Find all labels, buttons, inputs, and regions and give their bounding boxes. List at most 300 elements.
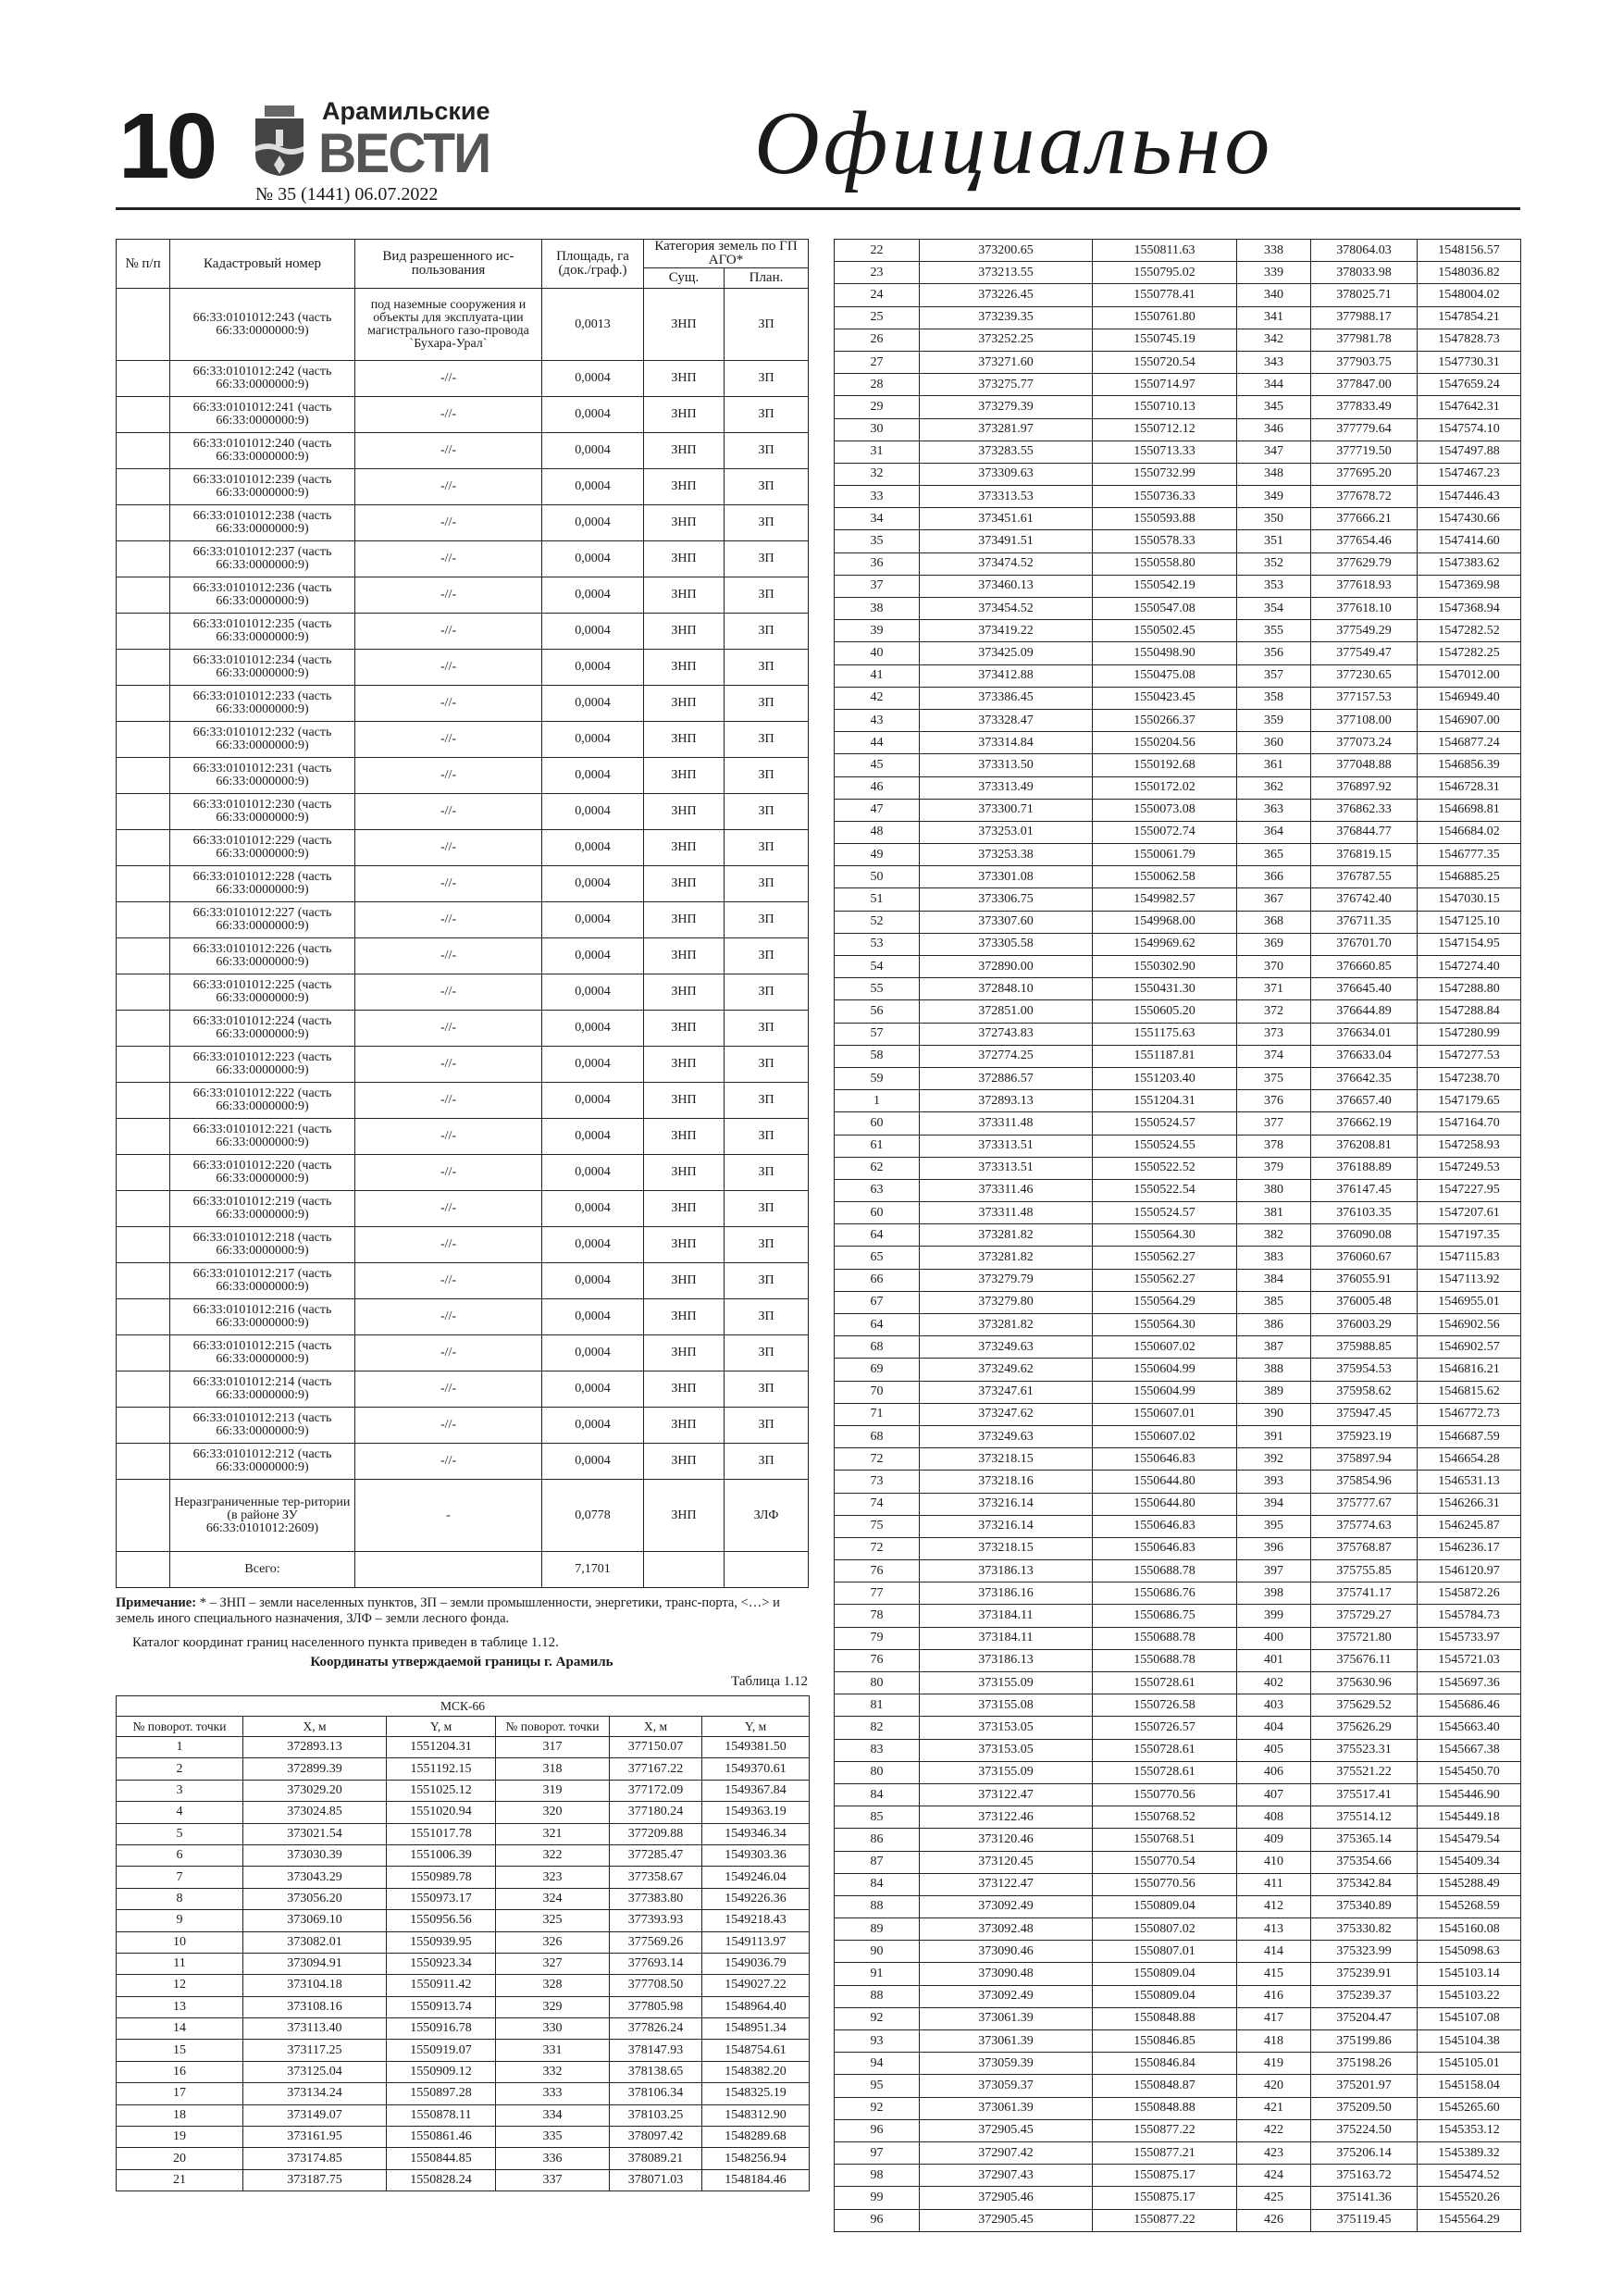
point-number: 340 (1237, 284, 1311, 306)
cadastral-number: 66:33:0101012:239 (часть 66:33:0000000:9) (170, 469, 355, 505)
y-coord: 1550923.34 (387, 1953, 496, 1974)
x-coord: 375201.97 (1311, 2075, 1418, 2097)
usage-type: -//- (355, 758, 542, 794)
x-coord: 378138.65 (610, 2061, 702, 2082)
point-number: 65 (835, 1247, 920, 1269)
x-coord: 375354.66 (1311, 1851, 1418, 1873)
x-coord: 373153.05 (920, 1717, 1093, 1739)
point-number: 360 (1237, 732, 1311, 754)
point-number: 341 (1237, 306, 1311, 329)
y-coord: 1550861.46 (387, 2127, 496, 2148)
table-row (117, 361, 809, 397)
area: 0,0004 (542, 1335, 644, 1371)
row-number (117, 722, 170, 758)
y-coord: 1545265.60 (1418, 2097, 1521, 2119)
x-coord: 377695.20 (1311, 463, 1418, 485)
point-number: 40 (835, 642, 920, 664)
issue-info: № 35 (1441) 06.07.2022 (255, 184, 439, 205)
y-coord: 1551192.15 (387, 1758, 496, 1780)
x-coord: 373281.97 (920, 418, 1093, 441)
y-coord: 1547383.62 (1418, 552, 1521, 575)
area: 0,0004 (542, 686, 644, 722)
y-coord: 1550770.54 (1093, 1851, 1237, 1873)
table-row (835, 1112, 1521, 1135)
table-row (835, 2141, 1521, 2164)
y-coord: 1546687.59 (1418, 1425, 1521, 1447)
x-coord: 373216.14 (920, 1493, 1093, 1515)
y-coord: 1550875.17 (1093, 2187, 1237, 2209)
cadastral-number: 66:33:0101012:238 (часть 66:33:0000000:9) (170, 505, 355, 541)
y-coord: 1545520.26 (1418, 2187, 1521, 2209)
x-coord: 377981.78 (1311, 329, 1418, 351)
y-coord: 1550809.04 (1093, 1895, 1237, 1917)
table-row (117, 1335, 809, 1371)
land-table (116, 239, 809, 1588)
area: 0,0004 (542, 758, 644, 794)
x-coord: 373059.37 (920, 2075, 1093, 2097)
y-coord: 1550604.99 (1093, 1359, 1237, 1381)
point-number: 88 (835, 1985, 920, 2007)
point-number: 68 (835, 1425, 920, 1447)
point-number: 62 (835, 1157, 920, 1179)
x-coord: 377073.24 (1311, 732, 1418, 754)
point-number: 352 (1237, 552, 1311, 575)
table-row (835, 1694, 1521, 1717)
point-number: 329 (496, 1996, 610, 2017)
area: 0,0004 (542, 866, 644, 902)
y-coord: 1546698.81 (1418, 799, 1521, 821)
area: 0,0004 (542, 541, 644, 577)
table-row (117, 1758, 810, 1780)
category-existing: ЗНП (644, 469, 725, 505)
point-number: 79 (835, 1627, 920, 1649)
table-row (835, 1291, 1521, 1313)
point-number: 43 (835, 709, 920, 731)
table-row (117, 1888, 810, 1909)
y-coord: 1547280.99 (1418, 1023, 1521, 1045)
point-number: 318 (496, 1758, 610, 1780)
x-coord: 375163.72 (1311, 2165, 1418, 2187)
x-coord: 372890.00 (920, 956, 1093, 978)
point-number: 46 (835, 776, 920, 799)
point-number: 343 (1237, 351, 1311, 373)
x-coord: 378103.25 (610, 2104, 702, 2126)
category-planned: ЗП (725, 650, 809, 686)
table-row (117, 1737, 810, 1758)
y-coord: 1550848.88 (1093, 2007, 1237, 2029)
x-coord: 376897.92 (1311, 776, 1418, 799)
x-coord: 373252.25 (920, 329, 1093, 351)
row-number (117, 1155, 170, 1191)
point-number: 84 (835, 1873, 920, 1895)
point-number: 402 (1237, 1672, 1311, 1694)
point-number: 80 (835, 1761, 920, 1783)
point-number: 53 (835, 933, 920, 955)
point-number: 416 (1237, 1985, 1311, 2007)
y-coord: 1550062.58 (1093, 866, 1237, 888)
category-planned: ЗП (725, 1408, 809, 1444)
table-row (835, 664, 1521, 687)
y-coord: 1550562.27 (1093, 1247, 1237, 1269)
y-coord: 1547154.95 (1418, 933, 1521, 955)
table-row (117, 866, 809, 902)
x-coord: 373030.39 (243, 1844, 387, 1866)
y-coord: 1545784.73 (1418, 1605, 1521, 1627)
usage-type: -//- (355, 1408, 542, 1444)
point-number: 386 (1237, 1314, 1311, 1336)
y-coord: 1547277.53 (1418, 1045, 1521, 1067)
coords-header: X, м (610, 1717, 702, 1737)
usage-type: -//- (355, 1371, 542, 1408)
y-coord: 1547642.31 (1418, 396, 1521, 418)
y-coord: 1550911.42 (387, 1975, 496, 1996)
area: 0,0013 (542, 289, 644, 361)
y-coord: 1545663.40 (1418, 1717, 1521, 1739)
y-coord: 1546885.25 (1418, 866, 1521, 888)
usage-type: -//- (355, 1083, 542, 1119)
x-coord: 373283.55 (920, 441, 1093, 463)
category-planned: ЗП (725, 1119, 809, 1155)
usage-type: -//- (355, 722, 542, 758)
table-row (835, 687, 1521, 709)
point-number: 54 (835, 956, 920, 978)
y-coord: 1547828.73 (1418, 329, 1521, 351)
y-coord: 1546245.87 (1418, 1515, 1521, 1537)
table-row (835, 1963, 1521, 1985)
y-coord: 1550524.57 (1093, 1112, 1237, 1135)
point-number: 64 (835, 1314, 920, 1336)
point-number: 87 (835, 1851, 920, 1873)
point-number: 354 (1237, 598, 1311, 620)
point-number: 326 (496, 1931, 610, 1953)
area: 0,0004 (542, 1155, 644, 1191)
table-row (117, 2169, 810, 2191)
y-coord: 1549246.04 (702, 1867, 810, 1888)
point-number: 409 (1237, 1829, 1311, 1851)
point-number: 420 (1237, 2075, 1311, 2097)
category-existing: ЗНП (644, 541, 725, 577)
category-planned: ЗП (725, 541, 809, 577)
y-coord: 1550172.02 (1093, 776, 1237, 799)
table-row (117, 1408, 809, 1444)
y-coord: 1550736.33 (1093, 486, 1237, 508)
y-coord: 1548951.34 (702, 2018, 810, 2040)
category-existing: ЗНП (644, 577, 725, 614)
table-row (835, 1359, 1521, 1381)
category-planned: ЗП (725, 1299, 809, 1335)
point-number: 75 (835, 1515, 920, 1537)
y-coord: 1547574.10 (1418, 418, 1521, 441)
y-coord: 1550564.29 (1093, 1291, 1237, 1313)
y-coord: 1550726.57 (1093, 1717, 1237, 1739)
row-number (117, 902, 170, 938)
y-coord: 1547258.93 (1418, 1135, 1521, 1157)
point-number: 74 (835, 1493, 920, 1515)
y-coord: 1547030.15 (1418, 888, 1521, 911)
area: 0,0004 (542, 902, 644, 938)
x-coord: 377805.98 (610, 1996, 702, 2017)
y-coord: 1550712.12 (1093, 418, 1237, 441)
y-coord: 1550989.78 (387, 1867, 496, 1888)
area: 0,0004 (542, 938, 644, 974)
usage-type: -//- (355, 1191, 542, 1227)
table-row (835, 1895, 1521, 1917)
point-number: 426 (1237, 2209, 1311, 2231)
point-number: 64 (835, 1224, 920, 1247)
y-coord: 1550913.74 (387, 1996, 496, 2017)
x-coord: 376103.35 (1311, 1202, 1418, 1224)
y-coord: 1547238.70 (1418, 1067, 1521, 1089)
usage-type: -//- (355, 650, 542, 686)
y-coord: 1550877.21 (1093, 2141, 1237, 2164)
table-row (835, 709, 1521, 731)
y-coord: 1550877.22 (1093, 2119, 1237, 2141)
table-row (835, 284, 1521, 306)
category-planned: ЗП (725, 614, 809, 650)
header-area: Площадь, га (док./граф.) (542, 240, 644, 289)
y-coord: 1550607.02 (1093, 1336, 1237, 1359)
y-coord: 1546815.62 (1418, 1381, 1521, 1403)
table-row (835, 1067, 1521, 1089)
x-coord: 372743.83 (920, 1023, 1093, 1045)
y-coord: 1550939.95 (387, 1931, 496, 1953)
y-coord: 1547282.52 (1418, 620, 1521, 642)
table-row (835, 2187, 1521, 2209)
point-number: 390 (1237, 1403, 1311, 1425)
y-coord: 1546949.40 (1418, 687, 1521, 709)
point-number: 56 (835, 1000, 920, 1023)
x-coord: 375768.87 (1311, 1537, 1418, 1559)
point-number: 321 (496, 1823, 610, 1844)
x-coord: 375721.80 (1311, 1627, 1418, 1649)
x-coord: 373313.50 (920, 754, 1093, 776)
y-coord: 1550877.22 (1093, 2209, 1237, 2231)
usage-type: -//- (355, 505, 542, 541)
point-number: 383 (1237, 1247, 1311, 1269)
y-coord: 1550204.56 (1093, 732, 1237, 754)
category-existing: ЗНП (644, 1335, 725, 1371)
x-coord: 373305.58 (920, 933, 1093, 955)
y-coord: 1547164.70 (1418, 1112, 1521, 1135)
cadastral-number: 66:33:0101012:223 (часть 66:33:0000000:9) (170, 1047, 355, 1083)
y-coord: 1547497.88 (1418, 441, 1521, 463)
point-number: 8 (117, 1888, 243, 1909)
table-row (117, 1371, 809, 1408)
y-coord: 1550607.01 (1093, 1403, 1237, 1425)
category-existing: ЗНП (644, 614, 725, 650)
point-number: 391 (1237, 1425, 1311, 1447)
table-row (117, 2083, 810, 2104)
y-coord: 1551006.39 (387, 1844, 496, 1866)
x-coord: 377629.79 (1311, 552, 1418, 575)
row-number (117, 505, 170, 541)
table-row (835, 1605, 1521, 1627)
row-number (117, 614, 170, 650)
x-coord: 373149.07 (243, 2104, 387, 2126)
point-number: 88 (835, 1895, 920, 1917)
y-coord: 1550688.78 (1093, 1649, 1237, 1671)
x-coord: 376657.40 (1311, 1090, 1418, 1112)
point-number: 413 (1237, 1918, 1311, 1941)
x-coord: 376711.35 (1311, 911, 1418, 933)
x-coord: 373247.62 (920, 1403, 1093, 1425)
x-coord: 373024.85 (243, 1802, 387, 1823)
y-coord: 1550728.61 (1093, 1672, 1237, 1694)
y-coord: 1550524.57 (1093, 1202, 1237, 1224)
x-coord: 376742.40 (1311, 888, 1418, 911)
table-row (117, 1802, 810, 1823)
table-row (835, 441, 1521, 463)
x-coord: 376862.33 (1311, 799, 1418, 821)
table-row (835, 262, 1521, 284)
usage-type: -//- (355, 686, 542, 722)
x-coord: 373069.10 (243, 1910, 387, 1931)
row-number (117, 541, 170, 577)
y-coord: 1550073.08 (1093, 799, 1237, 821)
y-coord: 1550728.61 (1093, 1739, 1237, 1761)
x-coord: 377180.24 (610, 1802, 702, 1823)
x-coord: 377549.47 (1311, 642, 1418, 664)
footnote (116, 1595, 810, 1627)
x-coord: 376787.55 (1311, 866, 1418, 888)
y-coord: 1548156.57 (1418, 240, 1521, 262)
y-coord: 1550605.20 (1093, 1000, 1237, 1023)
x-coord: 373311.48 (920, 1112, 1093, 1135)
table-row (117, 2018, 810, 2040)
point-number: 376 (1237, 1090, 1311, 1112)
x-coord: 373253.38 (920, 844, 1093, 866)
point-number: 78 (835, 1605, 920, 1627)
category-planned: ЗП (725, 1155, 809, 1191)
table-row (117, 758, 809, 794)
y-coord: 1550811.63 (1093, 240, 1237, 262)
x-coord: 376060.67 (1311, 1247, 1418, 1269)
table-row (835, 754, 1521, 776)
point-number: 83 (835, 1739, 920, 1761)
cadastral-number: 66:33:0101012:214 (часть 66:33:0000000:9) (170, 1371, 355, 1408)
table-row (835, 2165, 1521, 2187)
usage-type: -//- (355, 794, 542, 830)
row-number (117, 1480, 170, 1552)
point-number: 11 (117, 1953, 243, 1974)
point-number: 92 (835, 2097, 920, 2119)
row-number (117, 1263, 170, 1299)
usage-type: -//- (355, 397, 542, 433)
logo-top-text: Арамильские (322, 97, 490, 125)
point-number: 330 (496, 2018, 610, 2040)
point-number: 342 (1237, 329, 1311, 351)
category-existing: ЗНП (644, 1191, 725, 1227)
y-coord: 1550593.88 (1093, 508, 1237, 530)
usage-type: -//- (355, 577, 542, 614)
cadastral-number: 66:33:0101012:231 (часть 66:33:0000000:9) (170, 758, 355, 794)
y-coord: 1550973.17 (387, 1888, 496, 1909)
y-coord: 1550848.87 (1093, 2075, 1237, 2097)
x-coord: 375239.37 (1311, 1985, 1418, 2007)
x-coord: 373412.88 (920, 664, 1093, 687)
category-existing: ЗНП (644, 1444, 725, 1480)
table-row (117, 1823, 810, 1844)
point-number: 419 (1237, 2053, 1311, 2075)
category-planned: ЗП (725, 974, 809, 1011)
usage-type: -//- (355, 1119, 542, 1155)
y-coord: 1550604.99 (1093, 1381, 1237, 1403)
x-coord: 378025.71 (1311, 284, 1418, 306)
table-row (835, 978, 1521, 1000)
table-row (835, 2209, 1521, 2231)
coords-header: X, м (243, 1717, 387, 1737)
cadastral-number: 66:33:0101012:229 (часть 66:33:0000000:9) (170, 830, 355, 866)
cadastral-number: Неразграниченные тер-ритории (в районе ЗУ 66:33:0101012:2609) (170, 1480, 355, 1552)
point-number: 84 (835, 1783, 920, 1806)
area: 0,0004 (542, 1047, 644, 1083)
point-number: 67 (835, 1291, 920, 1313)
usage-type: -//- (355, 830, 542, 866)
y-coord: 1550875.17 (1093, 2165, 1237, 2187)
usage-type: -//- (355, 1047, 542, 1083)
x-coord: 376090.08 (1311, 1224, 1418, 1247)
y-coord: 1549363.19 (702, 1802, 810, 1823)
x-coord: 373117.25 (243, 2040, 387, 2061)
y-coord: 1550646.83 (1093, 1515, 1237, 1537)
point-number: 57 (835, 1023, 920, 1045)
x-coord: 373451.61 (920, 508, 1093, 530)
usage-type: -//- (355, 974, 542, 1011)
point-number: 60 (835, 1112, 920, 1135)
x-coord: 375239.91 (1311, 1963, 1418, 1985)
point-number: 41 (835, 664, 920, 687)
coords-header: Y, м (702, 1717, 810, 1737)
y-coord: 1548964.40 (702, 1996, 810, 2017)
y-coord: 1546907.00 (1418, 709, 1521, 731)
x-coord: 373125.04 (243, 2061, 387, 2082)
logo-main-text: ВЕСТИ (318, 122, 490, 184)
table-row (835, 2030, 1521, 2053)
x-coord: 375630.96 (1311, 1672, 1418, 1694)
usage-type: - (355, 1480, 542, 1552)
y-coord: 1550714.97 (1093, 374, 1237, 396)
x-coord: 377618.93 (1311, 575, 1418, 597)
usage-type: -//- (355, 469, 542, 505)
y-coord: 1548184.46 (702, 2169, 810, 2191)
point-number: 72 (835, 1448, 920, 1471)
category-existing: ЗНП (644, 1408, 725, 1444)
table-row (835, 866, 1521, 888)
x-coord: 376660.85 (1311, 956, 1418, 978)
table-row (117, 1263, 809, 1299)
area: 0,0004 (542, 505, 644, 541)
table-row (117, 1227, 809, 1263)
table-row (835, 1314, 1521, 1336)
x-coord: 377209.88 (610, 1823, 702, 1844)
point-number: 338 (1237, 240, 1311, 262)
y-coord: 1548312.90 (702, 2104, 810, 2126)
x-coord: 377383.80 (610, 1888, 702, 1909)
table-row (835, 1829, 1521, 1851)
cadastral-number: 66:33:0101012:232 (часть 66:33:0000000:9) (170, 722, 355, 758)
point-number: 388 (1237, 1359, 1311, 1381)
point-number: 35 (835, 530, 920, 552)
point-number: 348 (1237, 463, 1311, 485)
point-number: 378 (1237, 1135, 1311, 1157)
x-coord: 377150.07 (610, 1737, 702, 1758)
y-coord: 1547227.95 (1418, 1179, 1521, 1201)
point-number: 410 (1237, 1851, 1311, 1873)
point-number: 32 (835, 463, 920, 485)
row-number (117, 361, 170, 397)
y-coord: 1545479.54 (1418, 1829, 1521, 1851)
area: 0,0004 (542, 794, 644, 830)
